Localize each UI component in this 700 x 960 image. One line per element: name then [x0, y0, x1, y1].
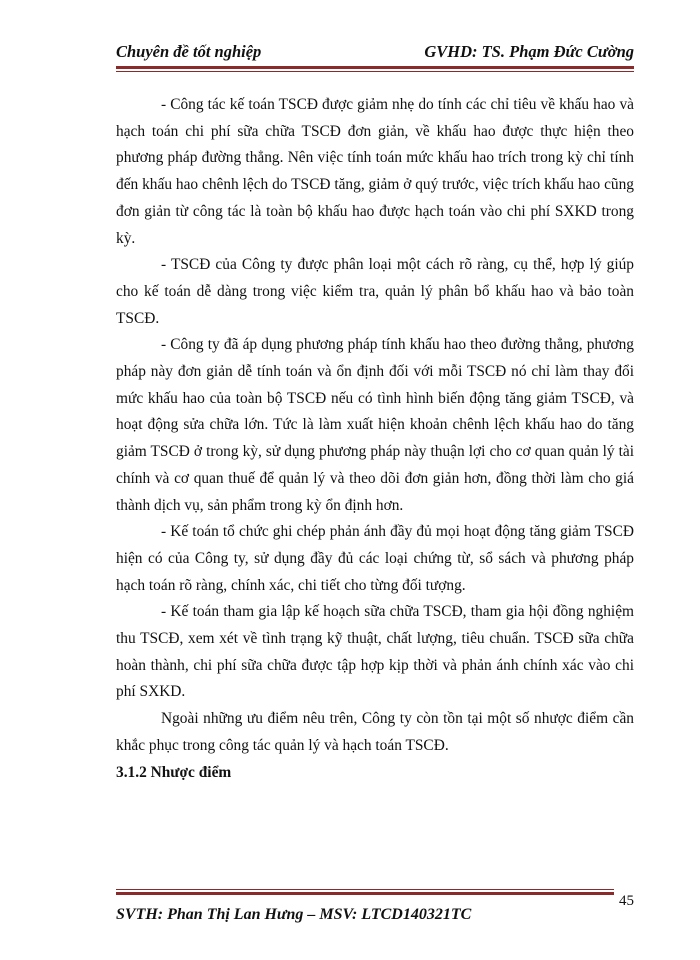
page-number: 45: [619, 893, 634, 909]
body-paragraph: - Kế toán tham gia lập kế hoạch sữa chữa TSCĐ, tham gia hội đồng nghiệm thu TSCĐ, xem xét về tình trạng kỹ thuật, chất lượng, tiêu chuẩn. TSCĐ sữa chữa hoàn thành, chi phí sữa chữa được tập hợp kịp thời và phản ánh chính xác vào chi phí SXKD.: [116, 603, 634, 701]
header-supervisor: GVHD: TS. Phạm Đức Cường: [424, 42, 634, 61]
body-paragraph: - Công ty đã áp dụng phương pháp tính khấu hao theo đường thẳng, phương pháp này đơn giản dễ tính toán và ổn định đối với mỗi TSCĐ nó chỉ làm thay đổi mức khấu hao của toàn bộ TSCĐ nếu có tình hình biến động tăng giảm TSCĐ, và hoạt động sửa chữa lớn. Tức là làm xuất hiện khoản chênh lệch khấu hao do tăng giảm TSCĐ ở trong kỳ, sử dụng phương pháp này thuận lợi cho cơ quan quản lý tài chính và cơ quan thuế để quản lý và theo dõi đơn giản hơn, đồng thời làm cho giá thành dịch vụ, sản phẩm trong kỳ ổn định hơn.: [116, 336, 634, 514]
body-paragraph: - TSCĐ của Công ty được phân loại một cách rõ ràng, cụ thể, hợp lý giúp cho kế toán dễ dàng trong việc kiểm tra, quản lý phân bổ khấu hao và bảo toàn TSCĐ.: [116, 256, 634, 327]
body-paragraph: Ngoài những ưu điểm nêu trên, Công ty còn tồn tại một số nhược điểm cần khắc phục trong công tác quản lý và hạch toán TSCĐ.: [116, 710, 634, 754]
footer-student-info: SVTH: Phan Thị Lan Hưng – MSV: LTCD140321TC: [116, 906, 472, 923]
footer-divider-thin: [116, 889, 614, 890]
footer-divider-thick: [116, 892, 614, 895]
header-divider-thick: [116, 66, 634, 69]
section-heading: 3.1.2 Nhược điểm: [116, 763, 232, 781]
header-divider-thin: [116, 71, 634, 72]
header-document-title: Chuyên đề tốt nghiệp: [116, 42, 262, 61]
body-paragraph: - Kế toán tổ chức ghi chép phản ánh đầy đủ mọi hoạt động tăng giảm TSCĐ hiện có của Công ty, sử dụng đầy đủ các loại chứng từ, sổ sách và phương pháp hạch toán rõ ràng, chính xác, chi tiết cho từng đối tượng.: [116, 523, 634, 594]
page-header: [116, 38, 634, 66]
page-body: [116, 92, 634, 786]
body-paragraph: - Công tác kế toán TSCĐ được giảm nhẹ do tính các chỉ tiêu về khấu hao và hạch toán chi phí sữa chữa TSCĐ đơn giản, về khấu hao được thực hiện theo phương pháp đường thẳng. Nên việc tính toán mức khấu hao trích trong kỳ chỉ tính đến khấu hao chênh lệch do TSCĐ tăng, giảm ở quý trước, việc trích khấu hao cũng đơn giản từ công tác là toàn bộ khấu hao được hạch toán vào chi phí SXKD trong kỳ.: [116, 96, 634, 247]
